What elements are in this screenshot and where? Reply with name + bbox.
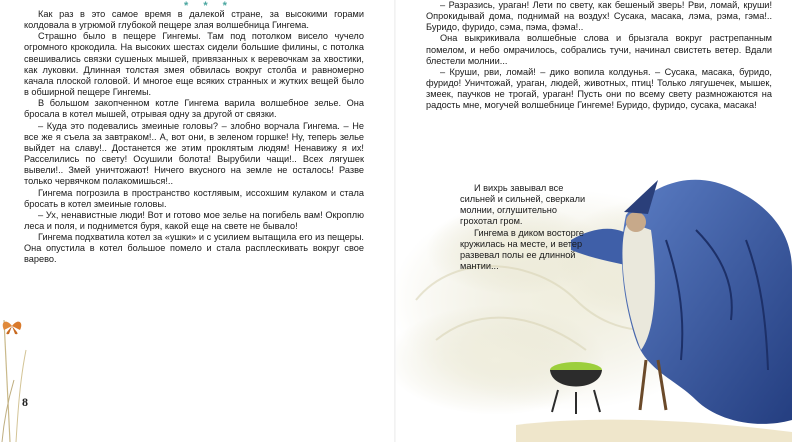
paragraph: Гингема подхватила котел за «ушки» и с усилием вытащила его из пещеры. Она опустила в котел большое помело и стала расплескивать вокруг свое варево. <box>24 232 364 265</box>
paragraph: Гингема в диком восторге кружилась на месте, и ветер развевал полы ее длинной мантии... <box>460 227 584 272</box>
butterfly-icon <box>3 322 22 335</box>
paragraph: Как раз в это самое время в далекой стране, за высокими горами колдовала в угрюмой глубокой пещере злая волшебница Гингема. <box>24 9 364 31</box>
section-stars: * * * <box>184 0 233 12</box>
paragraph: – Ух, ненавистные люди! Вот и готово мое зелье на погибель вам! Окроплю леса и поля, и поднимется буря, какой еще на свете не бывало! <box>24 209 364 231</box>
paragraph: Она выкрикивала волшебные слова и брызгала вокруг растрепанным помелом, и небо омрачилось, собрались тучи, начинал свистеть ветер. Вдали блестели молнии... <box>426 33 772 66</box>
paragraph: – Разразись, ураган! Лети по свету, как бешеный зверь! Рви, ломай, круши! Опрокидывай дома, поднимай на воздух! Сусака, масака, лэма, рэма, гэма!.. Буридо, фуридо, сэма, пэма, фэма!.. <box>426 0 772 33</box>
right-narrow-column <box>460 183 590 272</box>
left-text-column <box>24 9 364 266</box>
right-text-column <box>426 0 772 112</box>
paragraph: – Куда это подевались змеиные головы? – злобно ворчала Гингема. – Не все же я съела за завтраком!.. А, вот они, в зеленом горшке! Ну, теперь зелье выйдет на славу!.. Достанется же этим проклятым людям! Ненавижу я их! Расселились по свету! Осушили болота! Вырубили чащи!.. Всех лягушек вывели!.. Змей уничтожают! Ничего вкусного на земле не осталось! Разве только червячком полакомишься!.. <box>24 120 364 187</box>
paragraph: – Круши, рви, ломай! – дико вопила колдунья. – Сусака, масака, буридо, фуридо! Уничтожай, ураган, людей, животных, птиц! Только лягушечек, мышек, змеек, паучков не трогай, ураган! Пусть они по всему свету размножаются на радость мне, могучей волшебнице Гингеме! Буридо, фуридо, сусака, масака! <box>426 66 772 111</box>
paragraph: В большом закопченном котле Гингема варила волшебное зелье. Она бросала в котел мышей, отрывая одну за другой от связки. <box>24 98 364 120</box>
paragraph: Гингема погрозила в пространство костлявым, иссохшим кулаком и стала бросать в котел змеиные головы. <box>24 187 364 209</box>
paragraph: Страшно было в пещере Гингемы. Там под потолком висело чучело огромного крокодила. На высоких шестах сидели большие филины, с потолка свешивались связки сушеных мышей, привязанных к веревочкам за хвостики, как луковки. Длинная толстая змея обвилась вокруг столба и равномерно качала плоской головой. И многое еще всяких странных и жутких вещей было в обширной пещере Гингемы. <box>24 31 364 98</box>
page-number: 8 <box>22 395 28 409</box>
paragraph: И вихрь завывал все сильней и сильней, сверкали молнии, оглушительно грохотал гром. <box>460 183 586 227</box>
right-page <box>396 0 792 442</box>
